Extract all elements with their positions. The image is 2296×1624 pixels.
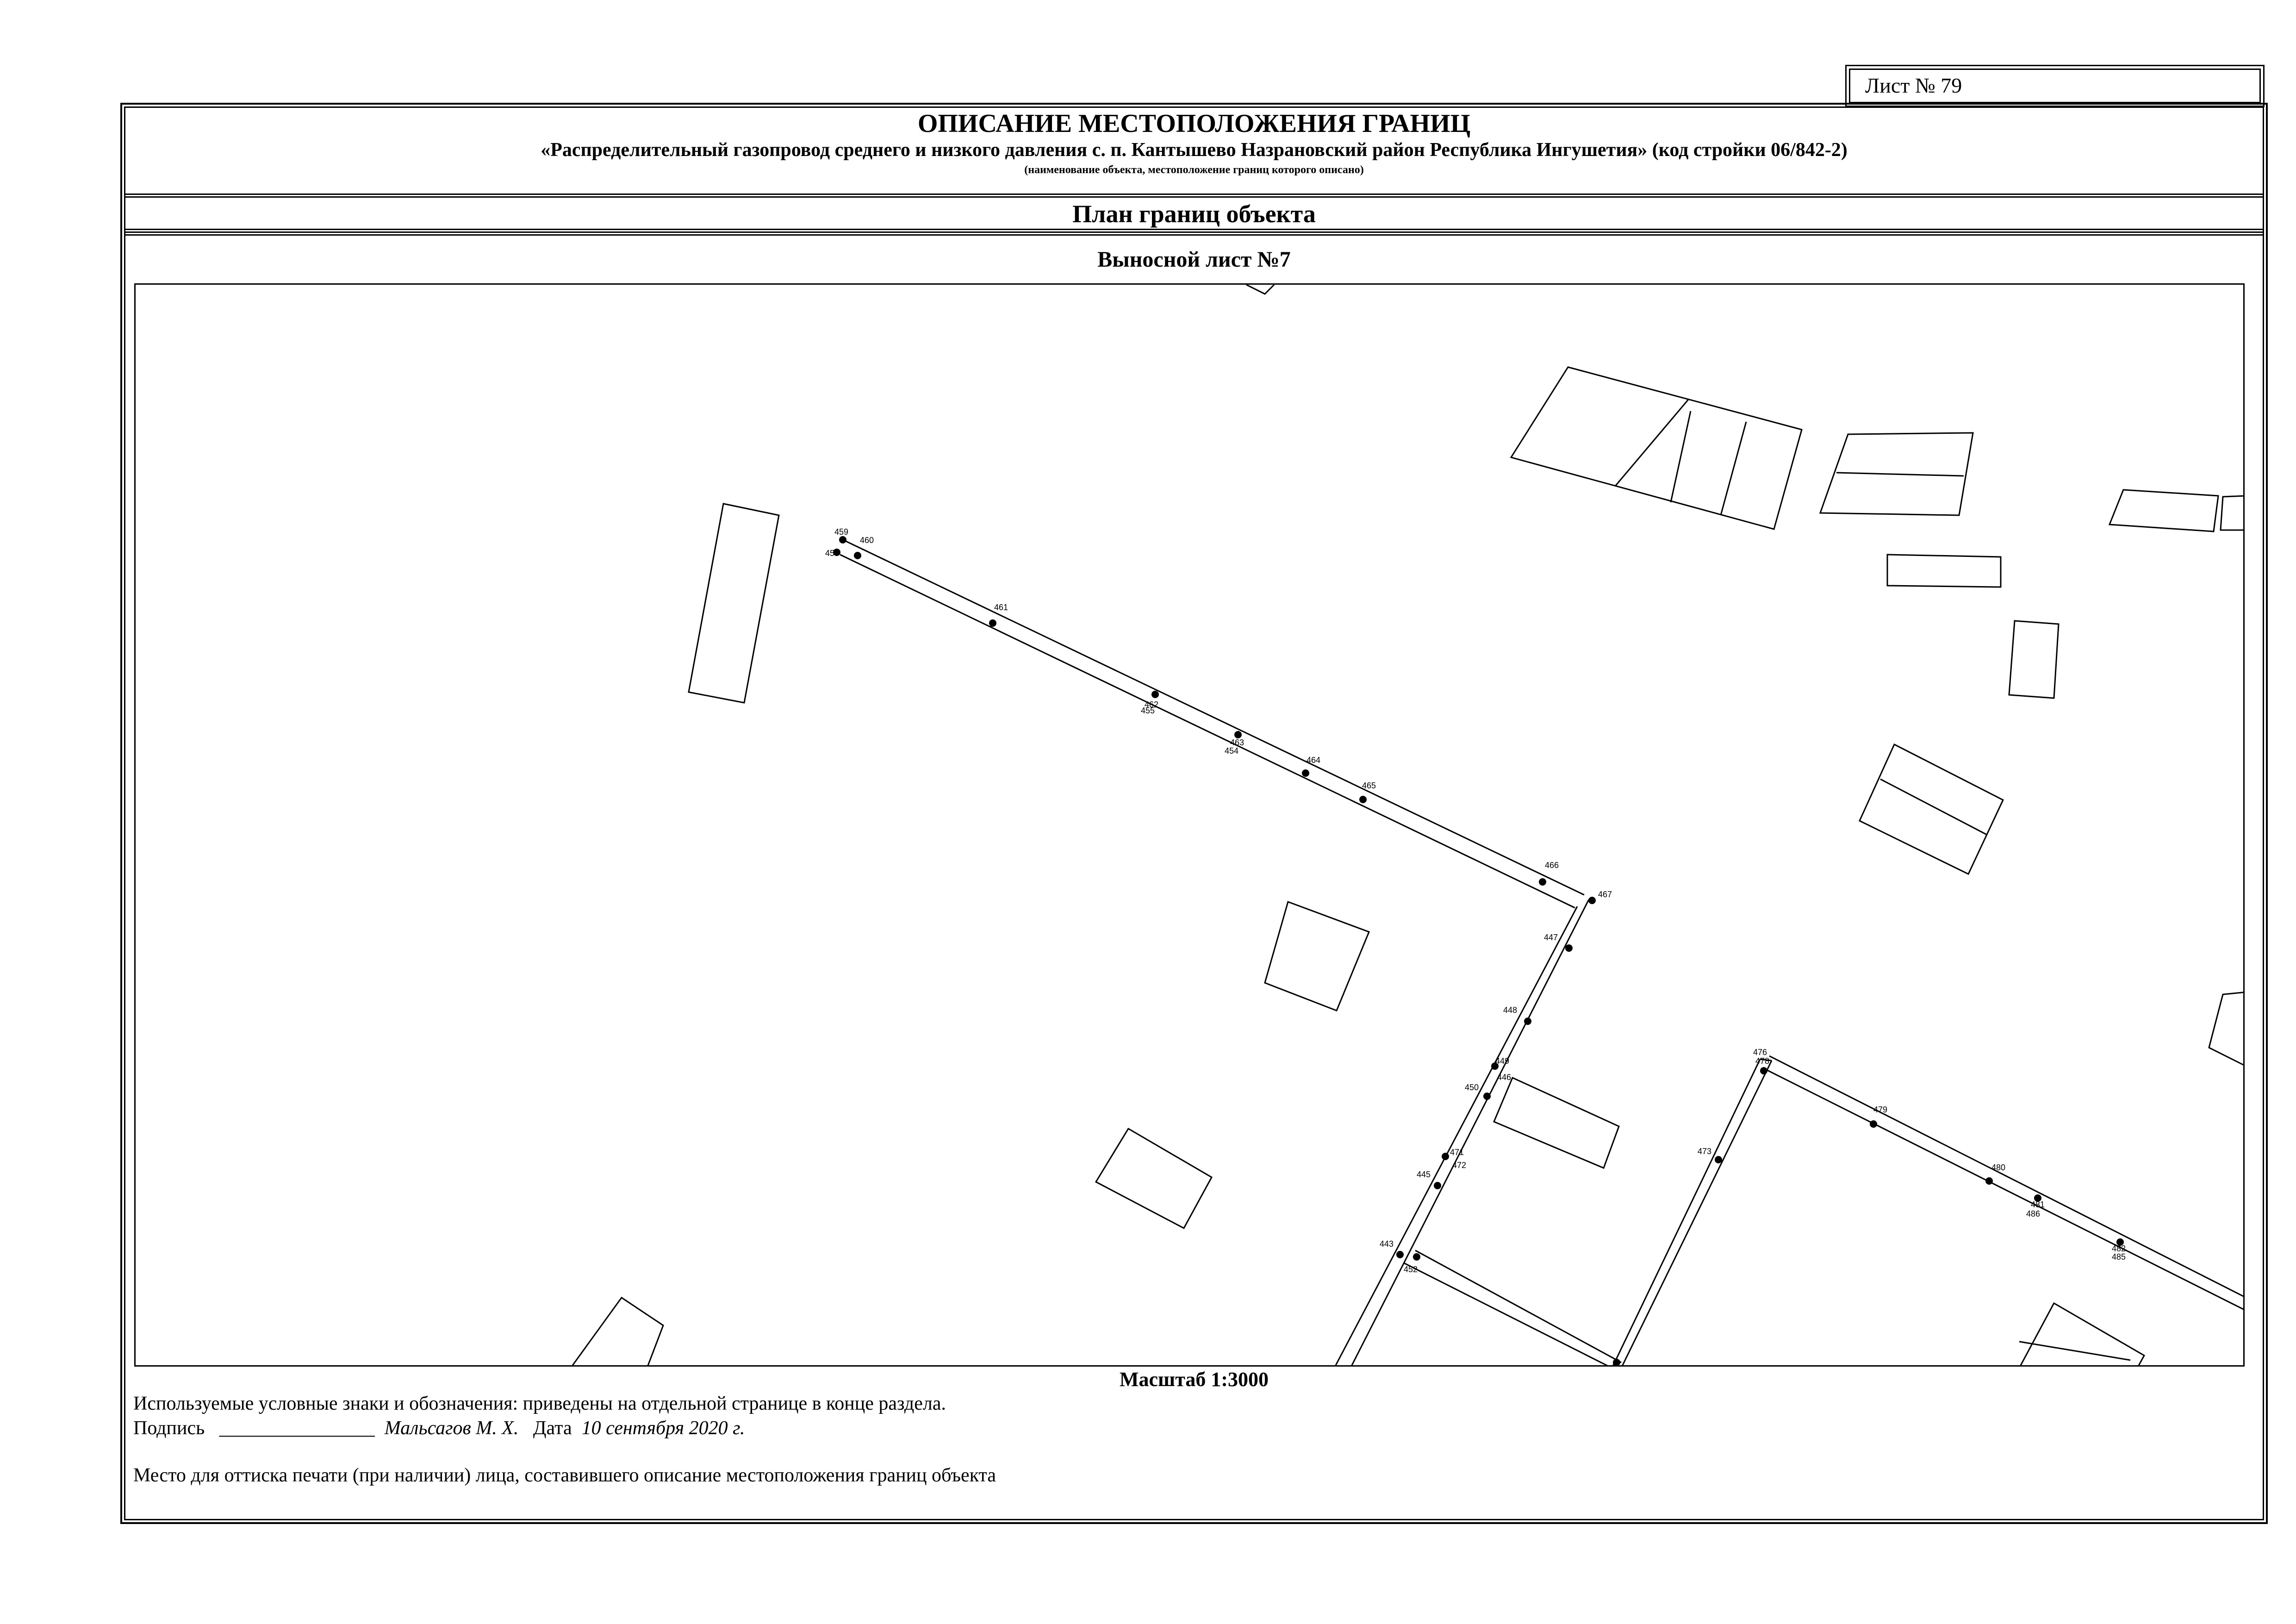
signature-date: 10 сентября 2020 г. [581,1418,745,1439]
parcel-top-right-divider [1836,473,1964,476]
parcel-bottom-right-divider [2019,1342,2130,1360]
parcel-right-1 [2109,490,2218,531]
header-divider-2 [124,196,2264,198]
point-label: 464 [1307,756,1321,765]
parcel-bottom-left [1096,1129,1212,1228]
point-label: 481 [2031,1200,2045,1209]
pipeline-corridors [840,538,2245,1367]
object-name-caption: (наименование объекта, местоположение границ которого описано) [1024,164,1364,176]
point-label: 446 [1497,1073,1512,1082]
point-labels [825,527,2126,1274]
point-label: 459 [834,527,849,537]
parcel-small-right [2009,621,2059,698]
boundary-map [134,283,2245,1367]
corridor-e-top [1769,1056,2245,1298]
point-label: 455 [1141,706,1155,715]
point-label: 472 [1452,1161,1467,1170]
corridor-b-left [1334,906,1577,1367]
point-label: 445 [1417,1170,1431,1179]
plan-title-divider-2 [124,231,2264,233]
parcel-top-divider-2 [1671,411,1691,502]
document-title: ОПИСАНИЕ МЕСТОПОЛОЖЕНИЯ ГРАНИЦ [917,109,1471,138]
point-label: 467 [1598,890,1612,899]
corridor-d-left [1612,1059,1760,1367]
parcel-top-divider-3 [1721,422,1746,515]
sheet-number: Лист № 79 [1865,74,1962,97]
signature-label: Подпись [133,1418,205,1439]
point-label: 466 [1545,861,1559,870]
plan-title-divider-3 [124,234,2264,236]
point-label: 471 [1450,1148,1464,1157]
point-label: 476 [1753,1048,1767,1057]
point-label: 478 [1755,1056,1770,1066]
point-label: 443 [1380,1239,1394,1249]
point-label: 460 [860,536,874,545]
corridor-c-bottom [1404,1263,1612,1367]
parcel-right-edge-1 [2221,496,2245,530]
point-label: 473 [1698,1147,1712,1156]
signature-blank: ________________ [219,1418,375,1439]
parcel-middle-right [1494,1078,1619,1168]
parcel-bottom-corner [571,1298,663,1367]
signature-line [133,1416,745,1441]
point-label: 450 [1465,1083,1479,1092]
parcels [571,285,2245,1367]
point-label: 452 [1404,1265,1418,1274]
corridor-a-top [840,538,1584,895]
boundary-points [833,536,2124,1366]
map-notch [1246,285,1274,294]
map-scale: Масштаб 1:3000 [1119,1368,1269,1391]
point-label: 454 [1225,746,1239,756]
corridor-e-bottom [1764,1068,2245,1311]
parcel-diamond [1860,744,2003,874]
point-label: 482 [2112,1244,2126,1253]
point-label: 485 [2112,1252,2126,1262]
corridor-c-top [1415,1250,1621,1362]
parcel-middle [1265,902,1369,1011]
extract-sheet-title: Выносной лист №7 [1097,247,1291,272]
point-label: 449 [1495,1056,1510,1066]
parcel-bottom-right [2019,1303,2144,1367]
point-label: 480 [1991,1163,2006,1172]
point-label: 463 [1230,738,1244,747]
point-label: 479 [1873,1105,1888,1114]
signer-name: Мальсагов М. Х. [384,1418,519,1439]
parcel-right-edge-2 [2209,992,2245,1066]
corridor-d-right [1621,1061,1772,1367]
point-label: 486 [2026,1209,2041,1218]
map-drawing [136,285,2245,1367]
point-label: 458 [825,549,840,558]
plan-title: План границ объекта [1072,200,1316,228]
point-label: 465 [1362,781,1376,790]
point-label: 461 [994,603,1008,612]
point-label: 448 [1503,1006,1518,1015]
header-divider [124,194,2264,195]
parcel-top-1 [1511,367,1802,529]
date-label: Дата [533,1418,572,1439]
point-label: 462 [1145,700,1159,709]
parcel-mid-right [1887,555,2001,587]
object-name: «Распределительный газопровод среднего и низкого давления с. п. Кантышево Назрановский район Республика Ингушетия» (код стройки 06/842-2) [541,139,1848,161]
legend-note: Используемые условные знаки и обозначения: приведены на отдельной странице в конце раздела. [133,1393,946,1414]
point-label: 447 [1544,933,1558,942]
corridor-a-bottom [840,555,1575,908]
parcel-left-tall [689,504,779,703]
stamp-note: Место для оттиска печати (при наличии) лица, составившего описание местоположения границ объекта [133,1465,996,1486]
parcel-diamond-divider [1880,779,1987,835]
